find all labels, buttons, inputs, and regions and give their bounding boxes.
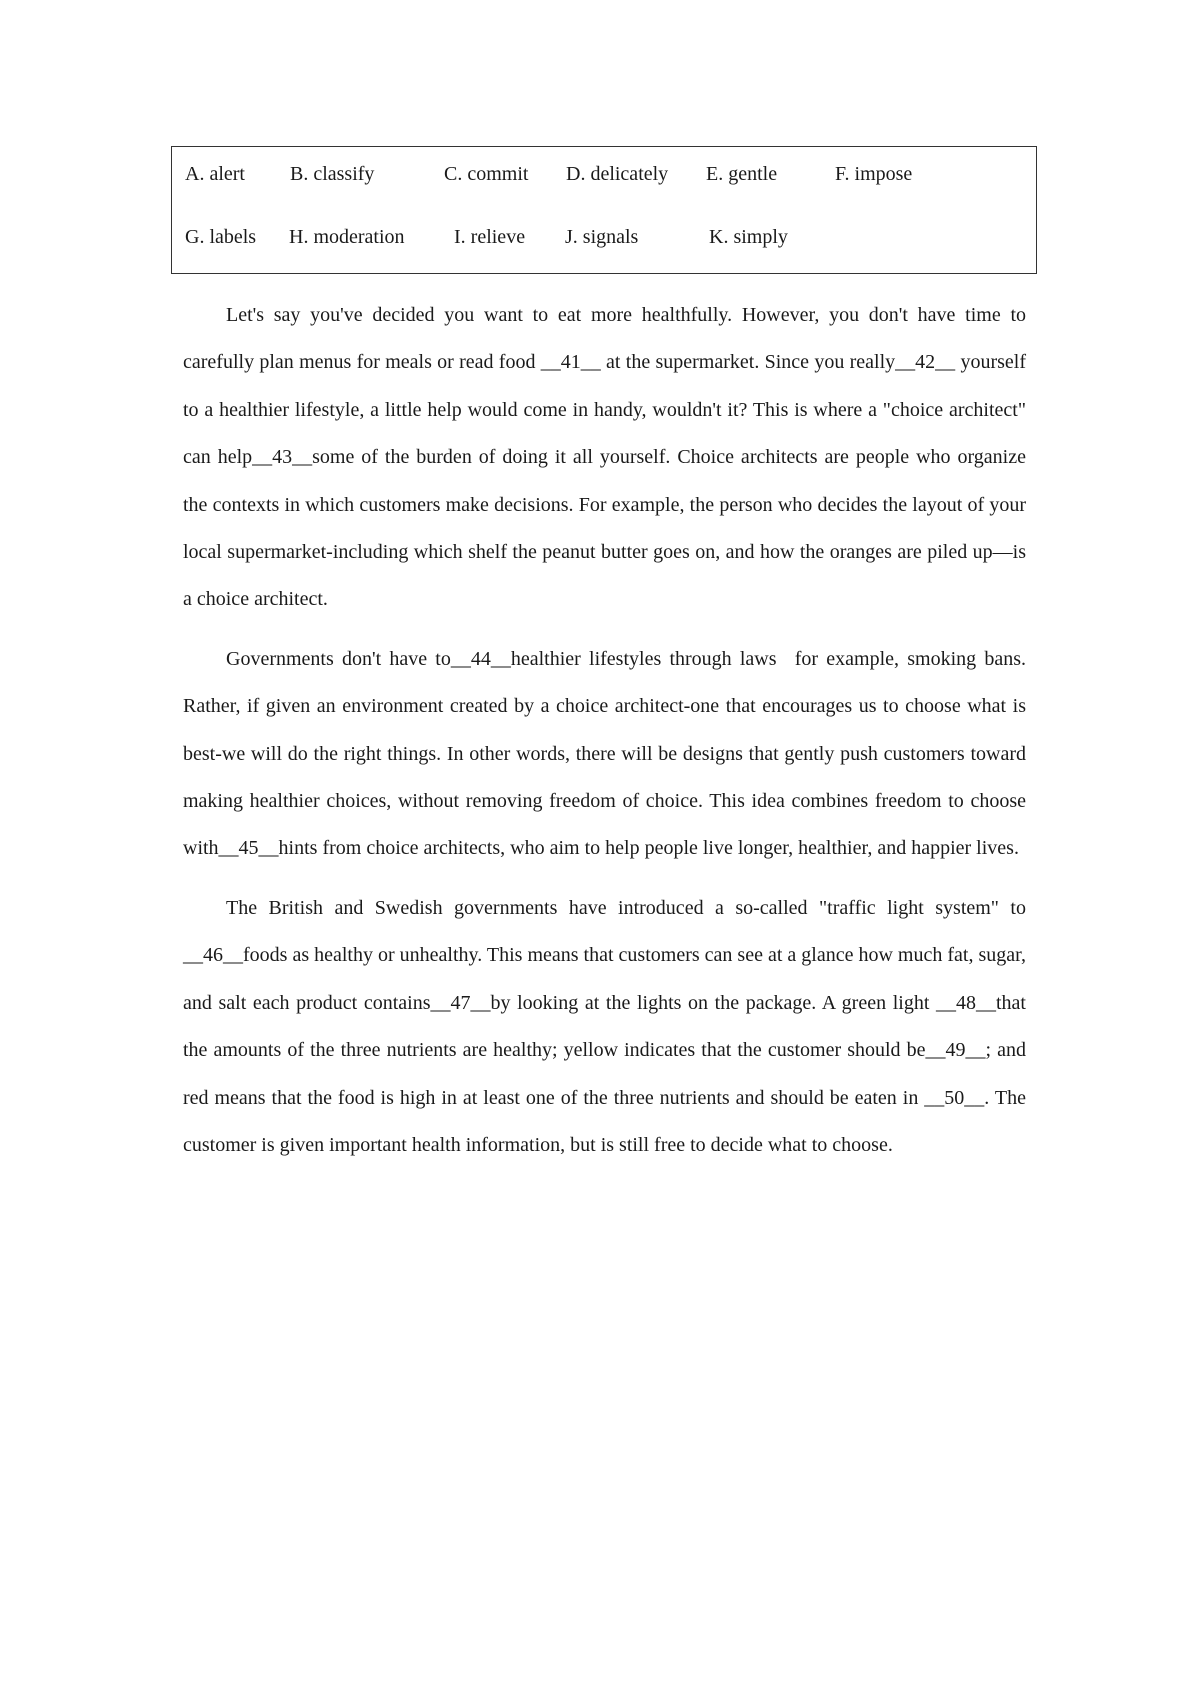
word-option-b: B. classify <box>290 163 375 185</box>
cloze-passage <box>183 292 1026 1181</box>
word-option-g: G. labels <box>185 226 257 248</box>
word-option-k: K. simply <box>709 226 788 248</box>
word-option-h: H. moderation <box>289 226 405 248</box>
word-option-f: F. impose <box>835 163 913 185</box>
passage-paragraph-3: The British and Swedish governments have introduced a so-called "traffic light system" to __46__foods as healthy or unhealthy. This means that customers can see at a glance how much fat, sugar, and salt each product contains__47__by looking at the lights on the package. A green light __48__that the amounts of the three nutrients are healthy; yellow indicates that the customer should be__49__; and red means that the food is high in at least one of the three nutrients and should be eaten in __50__. The customer is given important health information, but is still free to decide what to choose. <box>183 896 1026 1156</box>
word-option-i: I. relieve <box>454 226 526 248</box>
word-option-e: E. gentle <box>706 163 778 185</box>
passage-paragraph-2: Governments don't have to__44__healthier lifestyles through laws for example, smoking bans. Rather, if given an environment created by a choice architect-one that encourages us to choose what is best-we will do the right things. In other words, there will be designs that gently push customers toward making healthier choices, without removing freedom of choice. This idea combines freedom to choose with__45__hints from choice architects, who aim to help people live longer, healthier, and happier lives. <box>183 647 1026 860</box>
word-option-a: A. alert <box>185 163 245 185</box>
word-bank-box <box>171 146 1037 274</box>
word-option-j: J. signals <box>565 226 639 248</box>
word-option-c: C. commit <box>444 163 529 185</box>
word-option-d: D. delicately <box>566 163 669 185</box>
passage-paragraph-1: Let's say you've decided you want to eat more healthfully. However, you don't have time to carefully plan menus for meals or read food __41__ at the supermarket. Since you really__42__ yourself to a healthier lifestyle, a little help would come in handy, wouldn't it? This is where a "choice architect" can help__43__some of the burden of doing it all yourself. Choice architects are people who organize the contexts in which customers make decisions. For example, the person who decides the layout of your local supermarket-including which shelf the peanut butter goes on, and how the oranges are piled up—is a choice architect. <box>183 304 1026 611</box>
